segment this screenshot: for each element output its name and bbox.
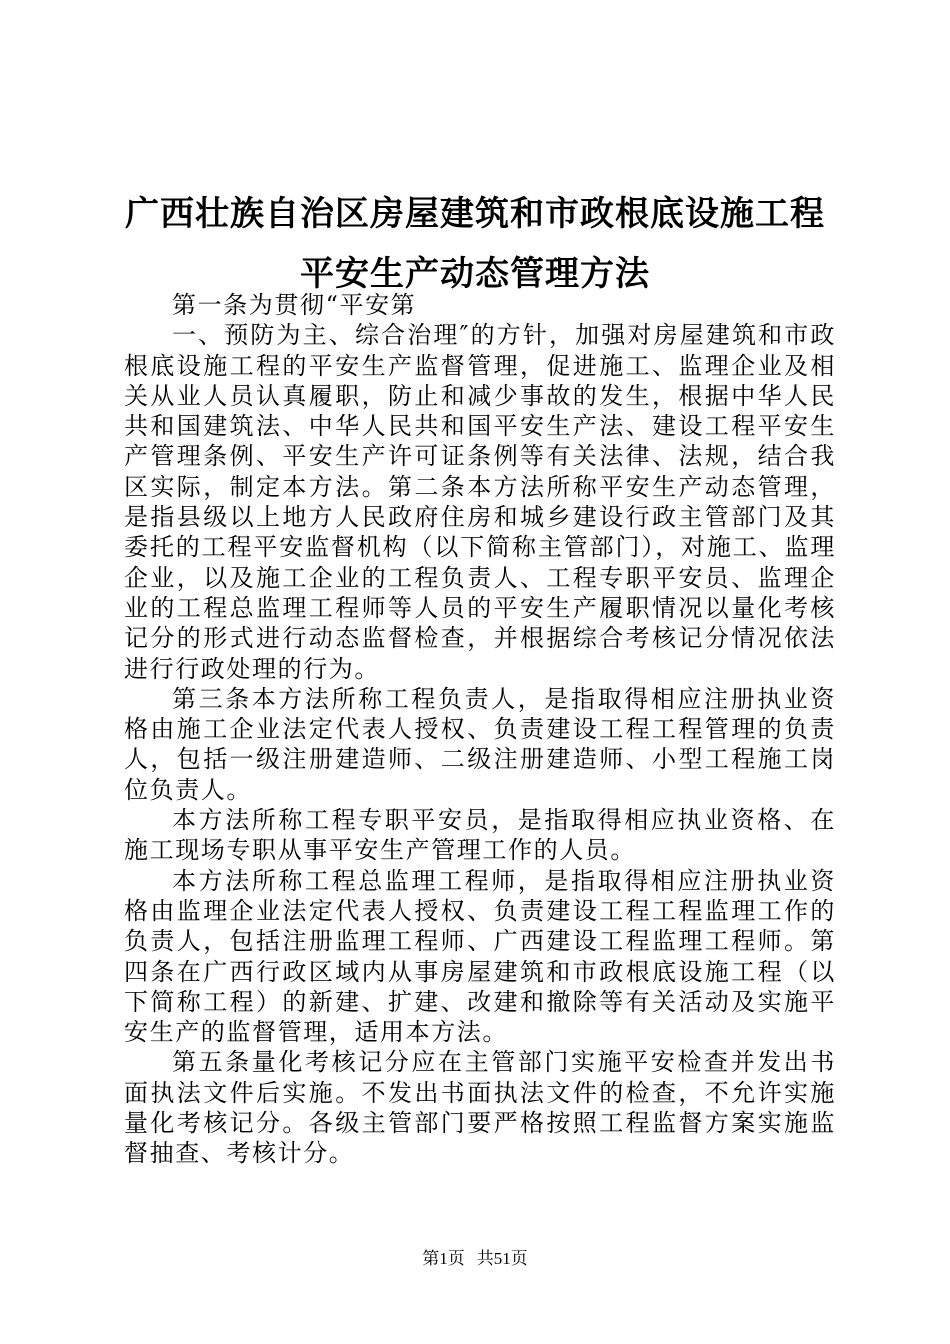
paragraph: 一、预防为主、综合治理″的方针，加强对房屋建筑和市政根底设施工程的平安生产监督管理，促进施工、监理企业及相关从业人员认真履职，防止和减少事故的发生，根据中华人民共和国建筑法、中华人民共和国平安生产法、建设工程平安生产管理条例、平安生产许可证条例等有关法律、法规，结合我区实际，制定本方法。第二条本方法所称平安生产动态管理，是指县级以上地方人民政府住房和城乡建设行政主管部门及其委托的工程平安监督机构（以下简称主管部门），对施工、监理企业，以及施工企业的工程负责人、工程专职平安员、监理企业的工程总监理工程师等人员的平安生产履职情况以量化考核记分的形式进行动态监督检查，并根据综合考核记分情况依法进行行政处理的行为。 — [124, 321, 836, 683]
paragraph: 本方法所称工程专职平安员，是指取得相应执业资格、在施工现场专职从事平安生产管理工作的人员。 — [124, 806, 836, 865]
document-title-line-2: 平安生产动态管理方法 — [300, 254, 650, 294]
paragraph: 第三条本方法所称工程负责人，是指取得相应注册执业资格由施工企业法定代表人授权、负责建设工程工程管理的负责人，包括一级注册建造师、二级注册建造师、小型工程施工岗位负责人。 — [124, 684, 836, 804]
page-footer — [0, 1244, 950, 1269]
document-body — [124, 290, 836, 1169]
paragraph: 第一条为贯彻“平安第 — [172, 291, 417, 319]
page-total: 共51页 — [476, 1249, 528, 1268]
page-number: 第1页 — [422, 1249, 465, 1268]
paragraph: 本方法所称工程总监理工程师，是指取得相应注册执业资格由监理企业法定代表人授权、负责建设工程工程监理工作的负责人，包括注册监理工程师、广西建设工程监理工程师。第四条在广西行政区域内从事房屋建筑和市政根底设施工程（以下简称工程）的新建、扩建、改建和撤除等有关活动及实施平安生产的监督管理，适用本方法。 — [124, 866, 836, 1047]
document-title-line-1: 广西壮族自治区房屋建筑和市政根底设施工程 — [125, 194, 825, 234]
paragraph: 第五条量化考核记分应在主管部门实施平安检查并发出书面执法文件后实施。不发出书面执法文件的检查，不允许实施量化考核记分。各级主管部门要严格按照工程监督方案实施监督抽查、考核计分。 — [124, 1048, 836, 1168]
